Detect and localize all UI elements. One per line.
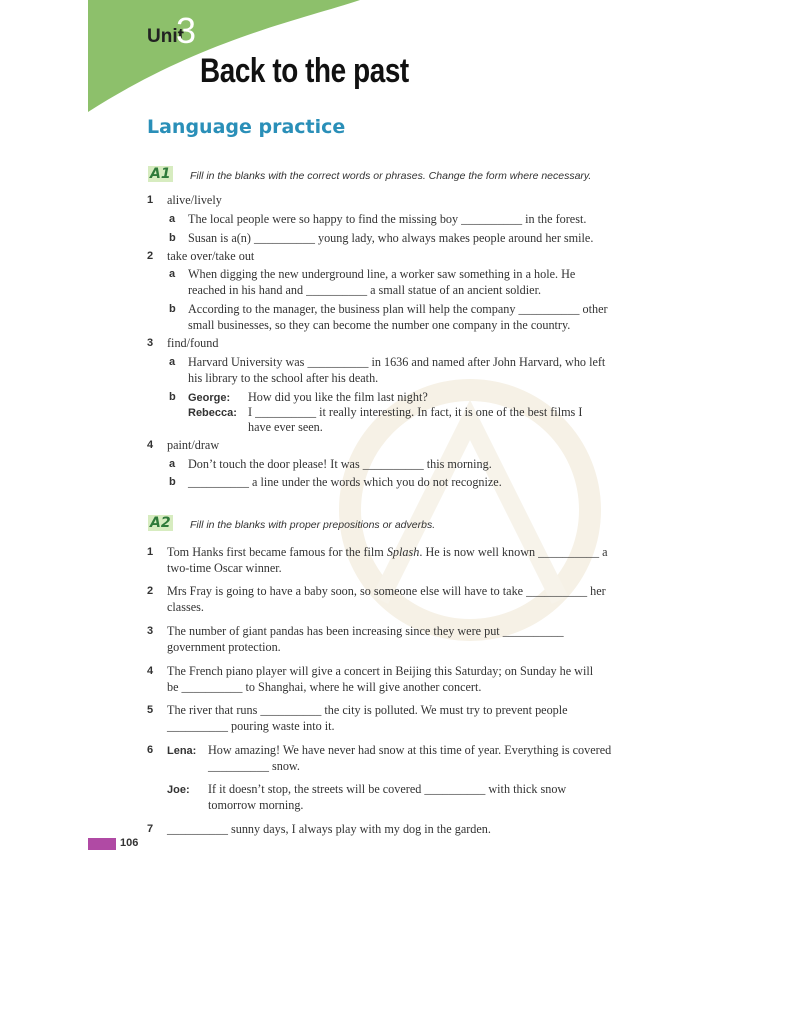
a1-q4b-text: __________ a line under the words which you do not recognize.: [188, 475, 502, 489]
page-number: 106: [120, 837, 139, 849]
section-heading: Language practice: [147, 116, 346, 138]
speaker-rebecca: Rebecca:: [188, 407, 237, 419]
a2-q3-number: 3: [147, 625, 154, 637]
a1-q2-words: take over/take out: [167, 249, 255, 263]
a2-q6-number: 6: [147, 744, 154, 756]
a2-q1-text-post: . He is now well known __________ a: [419, 545, 608, 559]
a1-q3-words: find/found: [167, 336, 219, 350]
a2-q1-text-2: two-time Oscar winner.: [167, 561, 282, 575]
exercise-tag-a1: A1: [150, 166, 171, 182]
a2-q6-joe-text-1: If it doesn’t stop, the streets will be covered __________ with thick snow: [208, 782, 567, 796]
page-number-bar: [88, 838, 116, 850]
a1-q2b-text-1: According to the manager, the business plan will help the company __________ other: [188, 302, 608, 316]
a1-q4a-letter: a: [169, 458, 176, 470]
a1-q1b-letter: b: [169, 232, 176, 244]
a1-q4-words: paint/draw: [167, 438, 220, 452]
a1-q2-number: 2: [147, 250, 154, 262]
a2-q3-text-1: The number of giant pandas has been increasing since they were put __________: [167, 624, 564, 638]
a2-q2-number: 2: [147, 585, 154, 597]
a1-q3b-rebecca-text-2: have ever seen.: [248, 420, 323, 434]
a2-q7-number: 7: [147, 823, 154, 835]
a1-q3b-george-text: How did you like the film last night?: [248, 390, 428, 404]
speaker-joe: Joe:: [167, 784, 190, 796]
a2-q2-text-2: classes.: [167, 600, 204, 614]
a2-q7-text: __________ sunny days, I always play with my dog in the garden.: [167, 822, 491, 836]
a1-instruction: Fill in the blanks with the correct words or phrases. Change the form where necessary.: [190, 170, 592, 182]
a2-q6-lena-text-2: __________ snow.: [208, 759, 300, 773]
a2-q6-lena-text-1: How amazing! We have never had snow at this time of year. Everything is covered: [208, 743, 612, 757]
a1-q1b-text: Susan is a(n) __________ young lady, who always makes people around her smile.: [188, 231, 594, 245]
a1-q1-words: alive/lively: [167, 193, 222, 207]
a1-q3b-letter: b: [169, 391, 176, 403]
a1-q3a-text-2: his library to the school after his death.: [188, 371, 379, 385]
film-title: Splash: [386, 545, 420, 559]
a2-q5-number: 5: [147, 704, 154, 716]
a1-q1a-letter: a: [169, 213, 176, 225]
a1-q3-number: 3: [147, 337, 154, 349]
a1-q4a-text: Don’t touch the door please! It was __________ this morning.: [188, 457, 492, 471]
a1-q2a-text-2: reached in his hand and __________ a small statue of an ancient soldier.: [188, 283, 542, 297]
a2-q5-text-2: __________ pouring waste into it.: [167, 719, 335, 733]
a1-q4-number: 4: [147, 439, 154, 451]
speaker-george: George:: [188, 392, 231, 404]
a2-q3-text-2: government protection.: [167, 640, 281, 654]
a2-q6-joe-text-2: tomorrow morning.: [208, 798, 304, 812]
speaker-lena: Lena:: [167, 745, 197, 757]
a1-q3b-rebecca-text-1: I __________ it really interesting. In fact, it is one of the best films I: [248, 405, 583, 419]
a2-q4-text-2: be __________ to Shanghai, where he will give another concert.: [167, 680, 482, 694]
a2-q1-text-pre: Tom Hanks first became famous for the film: [167, 545, 387, 559]
a1-q2a-letter: a: [169, 268, 176, 280]
a2-q1-number: 1: [147, 546, 154, 558]
unit-number: 3: [176, 10, 197, 51]
a2-q4-number: 4: [147, 665, 154, 677]
a1-q2b-letter: b: [169, 303, 176, 315]
exercise-tag-a2: A2: [150, 515, 171, 531]
a2-q4-text-1: The French piano player will give a concert in Beijing this Saturday; on Sunday he will: [167, 664, 594, 678]
a2-q5-text-1: The river that runs __________ the city is polluted. We must try to prevent people: [167, 703, 568, 717]
a1-q4b-letter: b: [169, 476, 176, 488]
a1-q3a-text-1: Harvard University was __________ in 1636 and named after John Harvard, who left: [188, 355, 606, 369]
a1-q3a-letter: a: [169, 356, 176, 368]
a2-q2-text-1: Mrs Fray is going to have a baby soon, so someone else will have to take __________ her: [167, 584, 606, 598]
a1-q2b-text-2: small businesses, so they can become the number one company in the country.: [188, 318, 571, 332]
page-title: Back to the past: [200, 52, 409, 90]
a2-instruction: Fill in the blanks with proper prepositions or adverbs.: [190, 519, 436, 531]
unit-label: Unit: [147, 26, 184, 47]
a2-q1-text-1: [167, 544, 608, 560]
a1-q2a-text-1: When digging the new underground line, a worker saw something in a hole. He: [188, 267, 576, 281]
a1-q1a-text: The local people were so happy to find the missing boy __________ in the forest.: [188, 212, 587, 226]
a1-q1-number: 1: [147, 194, 154, 206]
